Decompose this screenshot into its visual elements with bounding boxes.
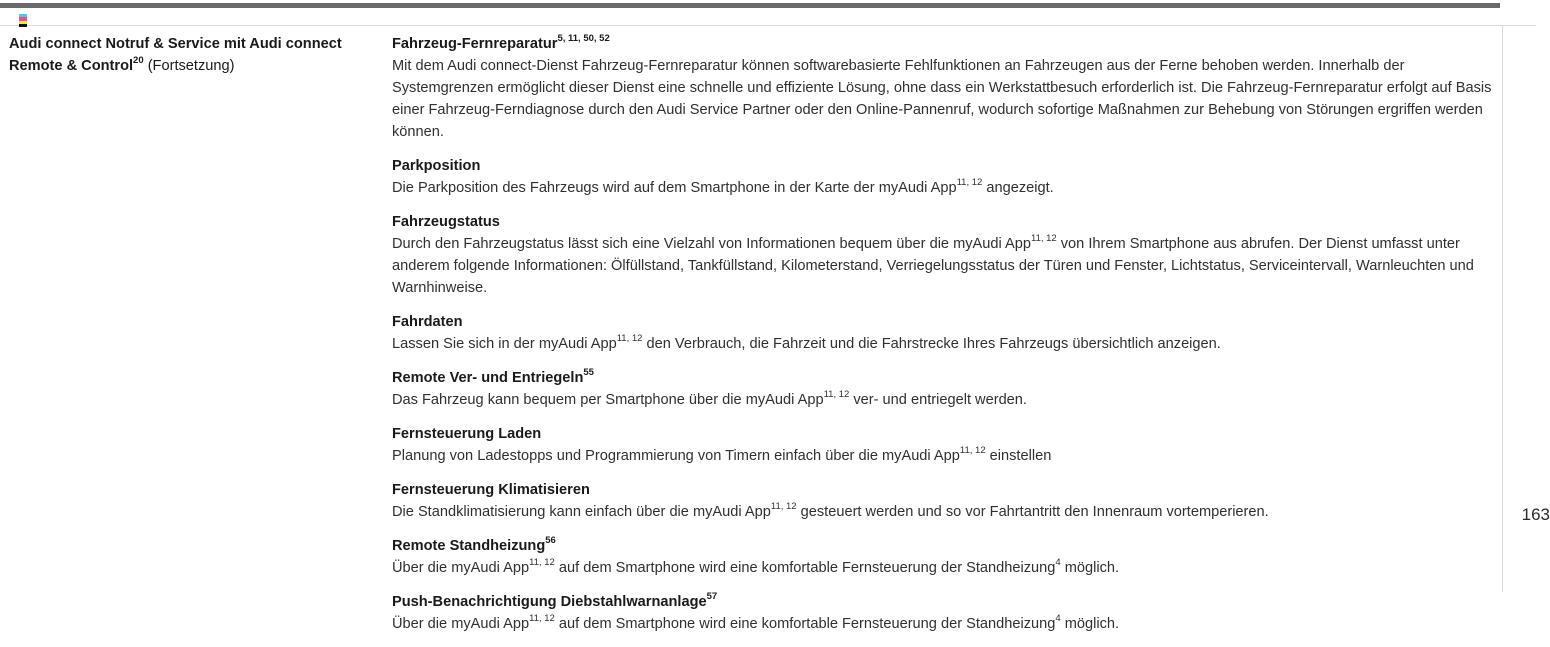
section-title: Fernsteuerung Klimatisieren (392, 482, 590, 498)
feature-section (392, 367, 1492, 411)
section-title: Fahrdaten (392, 314, 463, 330)
feature-section (392, 311, 1492, 355)
feature-section (392, 479, 1492, 523)
feature-section (392, 155, 1492, 199)
feature-section (392, 423, 1492, 467)
feature-section (392, 33, 1492, 143)
section-body: Über die myAudi App$^{11, 12}$ auf dem Smartphone wird eine komfortable Fernsteuerung der Standheizung$^4$ möglich. (392, 613, 1120, 632)
page-title-bold-continued: Remote & Control$^{20}$ (9, 55, 144, 74)
registration-stripe-black (19, 24, 27, 27)
section-body: Mit dem Audi connect-Dienst Fahrzeug-Fernreparatur können softwarebasierte Fehlfunktionen an Fahrzeugen aus der Ferne behoben werden. Innerhalb der Systemgrenzen ermöglicht dieser Dienst eine schnelle und effiziente Lösung, ohne dass ein Werkstattbesuch erforderlich ist. Die Fahrzeug-Fernreparatur erfolgt auf Basis einer Fahrzeug-Ferndiagnose durch den Audi Service Partner oder den Online-Pannenruf, wodurch sofortige Maßnahmen zur Behebung von Störungen ergriffen werden können. (392, 58, 1492, 140)
section-title: Fernsteuerung Laden (392, 426, 542, 442)
header-divider-line (0, 25, 1536, 26)
feature-sections (392, 33, 1492, 647)
section-body: Die Parkposition des Fahrzeugs wird auf dem Smartphone in der Karte der myAudi App$^{11, 12}$ angezeigt. (392, 177, 1054, 196)
print-registration-mark (19, 14, 27, 27)
section-title: Push-Benachrichtigung Diebstahlwarnanlage$^{57}$ (392, 591, 718, 610)
section-title: Fahrzeug-Fernreparatur$^{5, 11, 50, 52}$ (392, 33, 610, 52)
section-title: Remote Ver- und Entriegeln$^{55}$ (392, 367, 594, 386)
section-body: Über die myAudi App$^{11, 12}$ auf dem Smartphone wird eine komfortable Fernsteuerung der Standheizung$^4$ möglich. (392, 557, 1120, 576)
section-title: Parkposition (392, 158, 481, 174)
page-title-line2 (9, 55, 354, 77)
feature-section (392, 535, 1492, 579)
page-number: 163 (1521, 505, 1550, 524)
page-top-trim-bar (0, 3, 1500, 8)
section-title: Remote Standheizung$^{56}$ (392, 535, 556, 554)
page-title (9, 33, 354, 77)
section-body: Durch den Fahrzeugstatus lässt sich eine Vielzahl von Informationen bequem über die myAudi App$^{11, 12}$ von Ihrem Smartphone aus abrufen. Der Dienst umfasst unter anderem folgende Informationen: Ölfüllstand, Tankfüllstand, Kilometerstand, Verriegelungsstatus der Türen und Fenster, Lichtstatus, Serviceintervall, Warnleuchten und Warnhinweise. (392, 233, 1474, 296)
page-edge-line (1502, 25, 1503, 592)
page-title-line1 (9, 33, 354, 55)
feature-section (392, 591, 1492, 635)
feature-section (392, 211, 1492, 299)
section-body: Die Standklimatisierung kann einfach über die myAudi App$^{11, 12}$ gesteuert werden und so vor Fahrtantritt den Innenraum vortemperieren. (392, 501, 1269, 520)
section-body: Das Fahrzeug kann bequem per Smartphone über die myAudi App$^{11, 12}$ ver- und entriegelt werden. (392, 389, 1027, 408)
section-body: Planung von Ladestopps und Programmierung von Timern einfach über die myAudi App$^{11, 12}$ einstellen (392, 445, 1052, 464)
page-title-continuation-note: (Fortsetzung) (147, 58, 235, 74)
page-title-bold: Audi connect Notruf & Service mit Audi connect (9, 36, 342, 52)
section-body: Lassen Sie sich in der myAudi App$^{11, 12}$ den Verbrauch, die Fahrzeit und die Fahrstrecke Ihres Fahrzeugs übersichtlich anzeigen. (392, 333, 1221, 352)
section-title: Fahrzeugstatus (392, 214, 500, 230)
